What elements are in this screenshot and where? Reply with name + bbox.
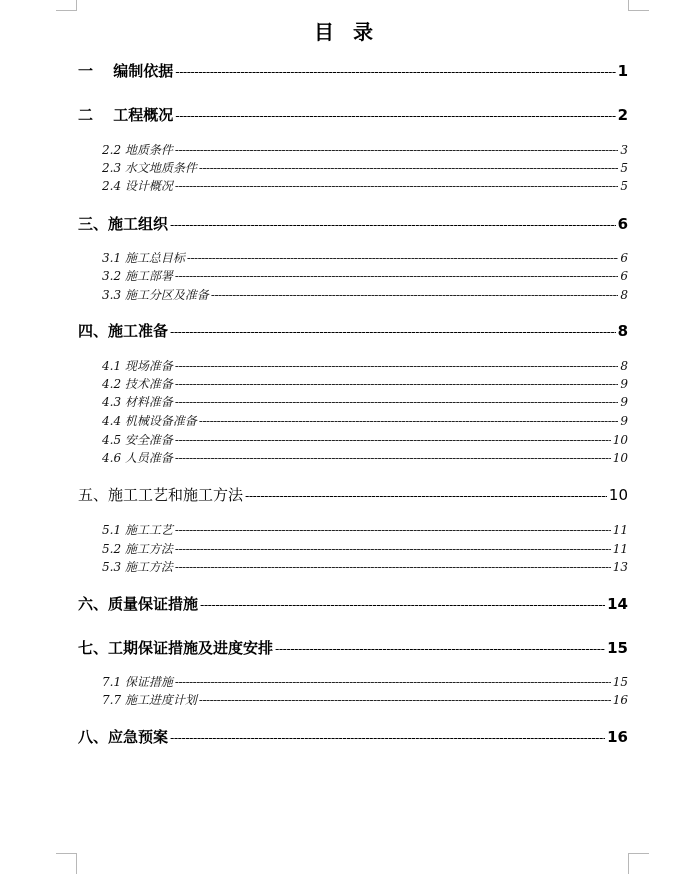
toc-dot-leader <box>175 560 611 574</box>
toc-entry-label: 2.2 地质条件 <box>102 143 173 157</box>
toc-dot-leader <box>175 542 611 556</box>
page-corner-mark-top-left <box>56 0 77 11</box>
toc-entry-page-number: 2 <box>617 106 628 124</box>
toc-dot-leader <box>175 269 618 283</box>
toc-entry-chapter[interactable] <box>78 60 628 81</box>
toc-dot-leader <box>175 359 618 373</box>
toc-entry-section[interactable] <box>102 521 628 538</box>
toc-dot-leader <box>175 523 611 537</box>
toc-dot-leader <box>245 489 607 503</box>
toc-entry-label: 4.2 技术准备 <box>102 377 173 391</box>
toc-entry-chapter[interactable] <box>78 637 628 658</box>
toc-entry-section[interactable] <box>102 393 628 410</box>
toc-entry-section[interactable] <box>102 375 628 392</box>
toc-entry-page-number: 11 <box>612 542 628 556</box>
toc-entry-label: 3.2 施工部署 <box>102 269 173 283</box>
toc-entry-section[interactable] <box>102 691 628 708</box>
toc-entry-page-number: 5 <box>620 179 628 193</box>
toc-entry-section[interactable] <box>102 249 628 266</box>
toc-entry-page-number: 10 <box>612 451 628 465</box>
toc-entry-section[interactable] <box>102 449 628 466</box>
toc-dot-leader <box>175 65 615 79</box>
toc-entry-page-number: 9 <box>620 414 628 428</box>
toc-entry-label: 4.5 安全准备 <box>102 433 173 447</box>
toc-entry-page-number: 1 <box>617 62 628 80</box>
toc-entry-label: 四、施工准备 <box>78 322 169 340</box>
toc-dot-leader <box>275 642 605 656</box>
toc-entry-label: 5.2 施工方法 <box>102 542 173 556</box>
toc-entry-page-number: 14 <box>607 595 628 613</box>
toc-entry-page-number: 8 <box>617 322 628 340</box>
toc-entry-section[interactable] <box>102 177 628 194</box>
toc-entry-page-number: 5 <box>620 161 628 175</box>
toc-dot-leader <box>170 218 616 232</box>
toc-entry-label: 4.1 现场准备 <box>102 359 173 373</box>
toc-entry-page-number: 15 <box>612 675 628 689</box>
toc-entry-label: 七、工期保证措施及进度安排 <box>78 639 274 657</box>
toc-entry-chapter[interactable] <box>78 213 628 234</box>
toc-entry-label: 4.3 材料准备 <box>102 395 173 409</box>
toc-entry-label: 五、施工工艺和施工方法 <box>78 486 244 504</box>
toc-entry-page-number: 8 <box>620 359 628 373</box>
toc-entry-page-number: 13 <box>612 560 628 574</box>
toc-entry-page-number: 8 <box>620 288 628 302</box>
toc-entry-chapter[interactable] <box>78 484 628 505</box>
page-corner-mark-bottom-left <box>56 853 77 874</box>
toc-dot-leader <box>175 395 618 409</box>
toc-entry-section[interactable] <box>102 673 628 690</box>
toc-dot-leader <box>200 598 605 612</box>
toc-entry-section[interactable] <box>102 159 628 176</box>
toc-entry-section[interactable] <box>102 540 628 557</box>
page-corner-mark-top-right <box>628 0 649 11</box>
toc-entry-label: 5.1 施工工艺 <box>102 523 173 537</box>
toc-entry-page-number: 10 <box>612 433 628 447</box>
toc-entry-label: 2.3 水文地质条件 <box>102 161 197 175</box>
toc-entry-chapter[interactable] <box>78 104 628 125</box>
toc-entry-page-number: 10 <box>608 486 628 504</box>
toc-dot-leader <box>211 288 618 302</box>
toc-entry-label: 二 工程概况 <box>78 106 174 124</box>
toc-entry-chapter[interactable] <box>78 320 628 341</box>
toc-entry-label: 4.4 机械设备准备 <box>102 414 197 428</box>
toc-dot-leader <box>175 451 611 465</box>
toc-dot-leader <box>170 325 616 339</box>
toc-entry-chapter[interactable] <box>78 593 628 614</box>
toc-entry-section[interactable] <box>102 267 628 284</box>
toc-entry-page-number: 15 <box>607 639 628 657</box>
toc-dot-leader <box>175 143 618 157</box>
toc-entry-label: 3.1 施工总目标 <box>102 251 185 265</box>
toc-entry-page-number: 6 <box>617 215 628 233</box>
toc-dot-leader <box>175 109 615 123</box>
toc-dot-leader <box>187 251 618 265</box>
toc-dot-leader <box>175 377 618 391</box>
toc-entry-section[interactable] <box>102 141 628 158</box>
toc-entry-section[interactable] <box>102 431 628 448</box>
toc-entry-page-number: 11 <box>612 523 628 537</box>
toc-dot-leader <box>170 731 605 745</box>
toc-entry-label: 5.3 施工方法 <box>102 560 173 574</box>
toc-entry-label: 7.1 保证措施 <box>102 675 173 689</box>
toc-title: 目 录 <box>314 20 379 44</box>
toc-entry-page-number: 16 <box>607 728 628 746</box>
toc-entry-section[interactable] <box>102 412 628 429</box>
toc-entry-label: 7.7 施工进度计划 <box>102 693 197 707</box>
toc-dot-leader <box>175 675 611 689</box>
toc-entry-page-number: 9 <box>620 395 628 409</box>
toc-entry-label: 三、施工组织 <box>78 215 169 233</box>
toc-entry-label: 一 编制依据 <box>78 62 174 80</box>
toc-entry-chapter[interactable] <box>78 726 628 747</box>
toc-dot-leader <box>175 433 611 447</box>
toc-entry-page-number: 16 <box>612 693 628 707</box>
toc-entry-page-number: 6 <box>620 251 628 265</box>
toc-entry-label: 2.4 设计概况 <box>102 179 173 193</box>
toc-entry-page-number: 6 <box>620 269 628 283</box>
toc-dot-leader <box>199 693 611 707</box>
toc-entry-label: 八、应急预案 <box>78 728 169 746</box>
toc-entry-section[interactable] <box>102 286 628 303</box>
toc-dot-leader <box>199 414 618 428</box>
toc-entry-label: 3.3 施工分区及准备 <box>102 288 209 302</box>
toc-dot-leader <box>199 161 618 175</box>
toc-dot-leader <box>175 179 618 193</box>
toc-entry-section[interactable] <box>102 357 628 374</box>
toc-entry-page-number: 9 <box>620 377 628 391</box>
toc-entry-section[interactable] <box>102 558 628 575</box>
toc-entry-label: 六、质量保证措施 <box>78 595 199 613</box>
toc-entry-page-number: 3 <box>620 143 628 157</box>
page-corner-mark-bottom-right <box>628 853 649 874</box>
toc-entry-label: 4.6 人员准备 <box>102 451 173 465</box>
